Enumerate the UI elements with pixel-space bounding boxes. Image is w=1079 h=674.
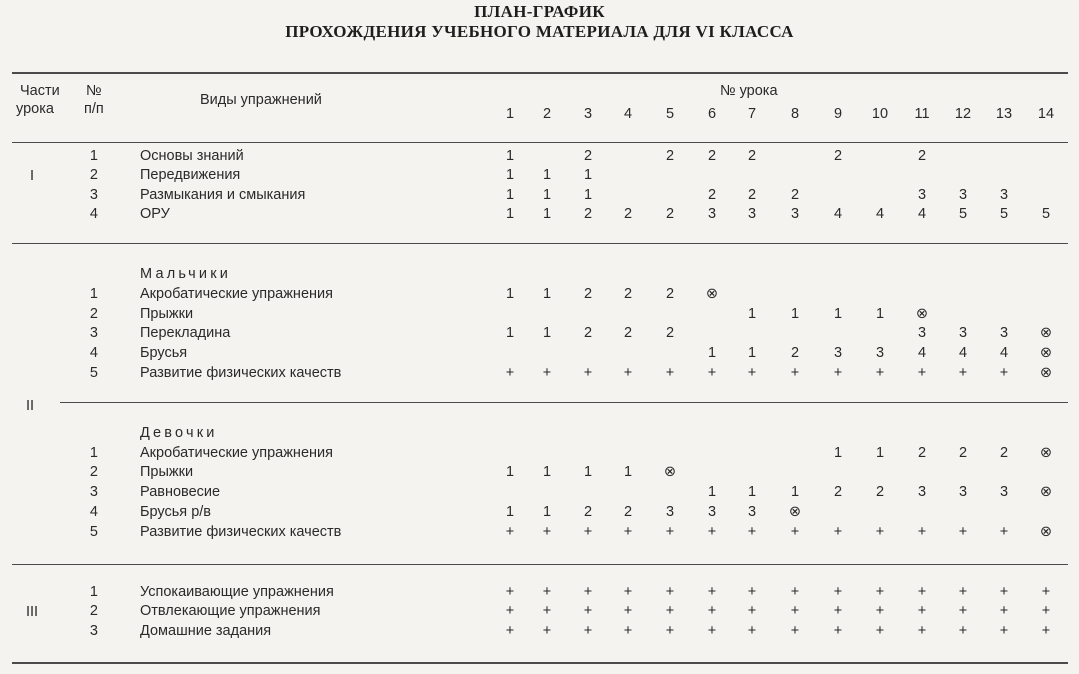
header-lesson-10: 10 (871, 106, 889, 122)
header-lesson-11: 11 (914, 106, 930, 122)
cell-value: ⊗ (788, 504, 802, 520)
table-rule (12, 662, 1068, 664)
cell-value: 3 (665, 504, 675, 520)
cell-value: 1 (542, 504, 552, 520)
cell-value: + (505, 524, 515, 540)
cell-value: 1 (707, 484, 717, 500)
cell-value: + (999, 524, 1009, 540)
cell-value: + (917, 603, 927, 619)
cell-value: + (833, 603, 843, 619)
cell-value: + (747, 365, 757, 381)
cell-value: 1 (790, 306, 800, 322)
cell-value: 2 (583, 504, 593, 520)
cell-value: 2 (833, 484, 843, 500)
cell-value: 3 (999, 484, 1009, 500)
exercise-name: Акробатические упражнения (140, 445, 333, 461)
cell-value: + (707, 524, 717, 540)
part-label-III: III (26, 604, 39, 620)
cell-value: 1 (833, 445, 843, 461)
cell-value: + (583, 365, 593, 381)
cell-value: 3 (707, 206, 717, 222)
cell-value: 1 (542, 286, 552, 302)
cell-value: + (790, 603, 800, 619)
exercise-name: Брусья р/в (140, 504, 211, 520)
cell-value: 2 (583, 148, 593, 164)
cell-value: + (999, 584, 1009, 600)
cell-value: ⊗ (1039, 325, 1053, 341)
cell-value: + (505, 623, 515, 639)
row-number: 1 (89, 584, 98, 600)
row-number: 1 (89, 286, 98, 302)
exercise-name: Прыжки (140, 464, 194, 480)
cell-value: 2 (790, 345, 800, 361)
cell-value: 2 (707, 187, 717, 203)
cell-value: + (542, 524, 552, 540)
cell-value: + (833, 524, 843, 540)
cell-value: 1 (505, 206, 515, 222)
cell-value: 5 (958, 206, 968, 222)
cell-value: + (917, 584, 927, 600)
row-number: 3 (89, 187, 98, 203)
cell-value: 2 (790, 187, 800, 203)
subsection-title: Мальчики (140, 266, 232, 282)
exercise-name: Передвижения (140, 167, 241, 183)
cell-value: + (583, 623, 593, 639)
cell-value: + (542, 623, 552, 639)
cell-value: 4 (917, 206, 927, 222)
cell-value: + (623, 603, 633, 619)
cell-value: 1 (747, 484, 757, 500)
cell-value: ⊗ (663, 464, 677, 480)
cell-value: 1 (542, 206, 552, 222)
cell-value: ⊗ (1039, 524, 1053, 540)
cell-value: + (747, 603, 757, 619)
cell-value: 1 (583, 167, 593, 183)
boys-girls-divider (60, 402, 1068, 403)
cell-value: + (583, 524, 593, 540)
cell-value: + (958, 603, 968, 619)
cell-value: 2 (583, 325, 593, 341)
cell-value: 1 (623, 464, 633, 480)
cell-value: + (790, 623, 800, 639)
cell-value: + (1041, 584, 1051, 600)
row-number: 1 (89, 148, 98, 164)
cell-value: 3 (958, 484, 968, 500)
cell-value: 3 (707, 504, 717, 520)
exercise-name: Равновесие (140, 484, 221, 500)
header-lesson-8: 8 (790, 106, 800, 122)
header-lesson-9: 9 (833, 106, 843, 122)
cell-value: + (747, 584, 757, 600)
cell-value: + (999, 365, 1009, 381)
table-rule (12, 142, 1068, 143)
cell-value: + (790, 365, 800, 381)
cell-value: ⊗ (1039, 445, 1053, 461)
header-lesson-5: 5 (665, 106, 675, 122)
cell-value: ⊗ (1039, 345, 1053, 361)
cell-value: + (917, 365, 927, 381)
cell-value: + (542, 603, 552, 619)
exercise-name: Размыкания и смыкания (140, 187, 306, 203)
header-lesson-3: 3 (583, 106, 593, 122)
page-subtitle: ПРОХОЖДЕНИЯ УЧЕБНОГО МАТЕРИАЛА ДЛЯ VI КЛАССА (285, 22, 794, 41)
cell-value: + (505, 584, 515, 600)
row-number: 5 (89, 365, 98, 381)
row-number: 3 (89, 484, 98, 500)
cell-value: 1 (833, 306, 843, 322)
cell-value: + (707, 584, 717, 600)
cell-value: 2 (999, 445, 1009, 461)
part-label-I: I (30, 168, 35, 184)
row-number: 1 (89, 445, 98, 461)
cell-value: 2 (583, 286, 593, 302)
cell-value: 1 (505, 187, 515, 203)
cell-value: 1 (875, 306, 885, 322)
cell-value: 1 (542, 464, 552, 480)
cell-value: 4 (917, 345, 927, 361)
cell-value: + (790, 584, 800, 600)
row-number: 4 (89, 206, 98, 222)
cell-value: 1 (505, 464, 515, 480)
cell-value: 2 (917, 445, 927, 461)
header-lesson-2: 2 (542, 106, 552, 122)
cell-value: + (958, 365, 968, 381)
cell-value: + (833, 365, 843, 381)
cell-value: 1 (505, 504, 515, 520)
page-title: ПЛАН-ГРАФИК (474, 2, 605, 21)
cell-value: ⊗ (1039, 365, 1053, 381)
exercise-name: Перекладина (140, 325, 231, 341)
header-lesson-13: 13 (995, 106, 1013, 122)
cell-value: + (875, 623, 885, 639)
row-number: 2 (89, 167, 98, 183)
cell-value: 2 (917, 148, 927, 164)
header-lesson-1: 1 (505, 106, 515, 122)
cell-value: + (833, 584, 843, 600)
cell-value: 2 (623, 325, 633, 341)
cell-value: + (623, 623, 633, 639)
cell-value: + (542, 365, 552, 381)
row-number: 2 (89, 464, 98, 480)
header-lesson-4: 4 (623, 106, 633, 122)
cell-value: 4 (833, 206, 843, 222)
exercise-name: Основы знаний (140, 148, 244, 164)
row-number: 5 (89, 524, 98, 540)
cell-value: 1 (542, 187, 552, 203)
cell-value: 5 (1041, 206, 1051, 222)
cell-value: 4 (958, 345, 968, 361)
cell-value: + (1041, 603, 1051, 619)
cell-value: + (707, 365, 717, 381)
cell-value: 1 (583, 464, 593, 480)
cell-value: 3 (747, 504, 757, 520)
table-rule (12, 564, 1068, 565)
cell-value: 1 (790, 484, 800, 500)
header-lesson-6: 6 (707, 106, 717, 122)
row-number: 3 (89, 325, 98, 341)
cell-value: 2 (583, 206, 593, 222)
cell-value: + (875, 524, 885, 540)
header-lesson-14: 14 (1037, 106, 1055, 122)
cell-value: 2 (747, 187, 757, 203)
cell-value: 5 (999, 206, 1009, 222)
cell-value: 1 (542, 167, 552, 183)
cell-value: 3 (917, 484, 927, 500)
cell-value: + (875, 365, 885, 381)
cell-value: + (790, 524, 800, 540)
cell-value: + (583, 603, 593, 619)
cell-value: 4 (875, 206, 885, 222)
cell-value: + (875, 584, 885, 600)
cell-value: 3 (790, 206, 800, 222)
cell-value: 3 (747, 206, 757, 222)
cell-value: + (542, 584, 552, 600)
cell-value: + (875, 603, 885, 619)
cell-value: + (665, 584, 675, 600)
exercise-name: Развитие физических качеств (140, 524, 342, 540)
exercise-name: Акробатические упражнения (140, 286, 333, 302)
cell-value: ⊗ (705, 286, 719, 302)
cell-value: + (623, 584, 633, 600)
row-number: 2 (89, 603, 98, 619)
header-lesson-no: № урока (720, 83, 778, 99)
cell-value: 1 (505, 148, 515, 164)
cell-value: 2 (623, 504, 633, 520)
cell-value: 3 (833, 345, 843, 361)
cell-value: 3 (917, 187, 927, 203)
table-rule (12, 243, 1068, 244)
cell-value: + (747, 524, 757, 540)
cell-value: 3 (917, 325, 927, 341)
cell-value: + (707, 603, 717, 619)
exercise-name: Домашние задания (140, 623, 272, 639)
exercise-name: Развитие физических качеств (140, 365, 342, 381)
cell-value: + (747, 623, 757, 639)
cell-value: + (917, 623, 927, 639)
cell-value: + (665, 623, 675, 639)
cell-value: + (623, 524, 633, 540)
header-parts-line2: урока (16, 101, 54, 117)
cell-value: 2 (707, 148, 717, 164)
header-number-line1: № (86, 83, 102, 99)
exercise-name: Брусья (140, 345, 188, 361)
cell-value: + (623, 365, 633, 381)
cell-value: 3 (999, 187, 1009, 203)
cell-value: 1 (505, 325, 515, 341)
cell-value: + (583, 584, 593, 600)
cell-value: 3 (958, 187, 968, 203)
cell-value: 3 (999, 325, 1009, 341)
cell-value: 2 (747, 148, 757, 164)
table-rule (12, 72, 1068, 74)
cell-value: + (665, 603, 675, 619)
exercise-name: Успокаивающие упражнения (140, 584, 334, 600)
header-exercises: Виды упражнений (200, 92, 322, 108)
cell-value: ⊗ (915, 306, 929, 322)
cell-value: + (958, 623, 968, 639)
header-parts-line1: Части (20, 83, 60, 99)
cell-value: + (999, 603, 1009, 619)
cell-value: + (1041, 623, 1051, 639)
cell-value: + (707, 623, 717, 639)
cell-value: 4 (999, 345, 1009, 361)
cell-value: 2 (958, 445, 968, 461)
cell-value: 1 (505, 286, 515, 302)
cell-value: 1 (747, 345, 757, 361)
header-lesson-7: 7 (747, 106, 757, 122)
cell-value: + (505, 365, 515, 381)
row-number: 3 (89, 623, 98, 639)
cell-value: 2 (623, 286, 633, 302)
cell-value: + (833, 623, 843, 639)
cell-value: 3 (875, 345, 885, 361)
cell-value: 2 (665, 206, 675, 222)
cell-value: + (958, 584, 968, 600)
cell-value: + (999, 623, 1009, 639)
cell-value: + (665, 365, 675, 381)
cell-value: 3 (958, 325, 968, 341)
cell-value: ⊗ (1039, 484, 1053, 500)
cell-value: + (505, 603, 515, 619)
cell-value: + (958, 524, 968, 540)
cell-value: 1 (542, 325, 552, 341)
cell-value: 2 (875, 484, 885, 500)
header-lesson-12: 12 (954, 106, 972, 122)
row-number: 4 (89, 345, 98, 361)
cell-value: 1 (583, 187, 593, 203)
cell-value: 2 (665, 286, 675, 302)
exercise-name: Отвлекающие упражнения (140, 603, 321, 619)
cell-value: 2 (833, 148, 843, 164)
cell-value: 2 (623, 206, 633, 222)
row-number: 2 (89, 306, 98, 322)
cell-value: + (917, 524, 927, 540)
cell-value: 1 (505, 167, 515, 183)
cell-value: 2 (665, 325, 675, 341)
cell-value: 2 (665, 148, 675, 164)
subsection-title: Девочки (140, 425, 218, 441)
exercise-name: ОРУ (140, 206, 170, 222)
cell-value: + (665, 524, 675, 540)
cell-value: 1 (875, 445, 885, 461)
exercise-name: Прыжки (140, 306, 194, 322)
cell-value: 1 (707, 345, 717, 361)
row-number: 4 (89, 504, 98, 520)
header-number-line2: п/п (84, 101, 104, 117)
cell-value: 1 (747, 306, 757, 322)
part-label-II: II (26, 398, 35, 414)
